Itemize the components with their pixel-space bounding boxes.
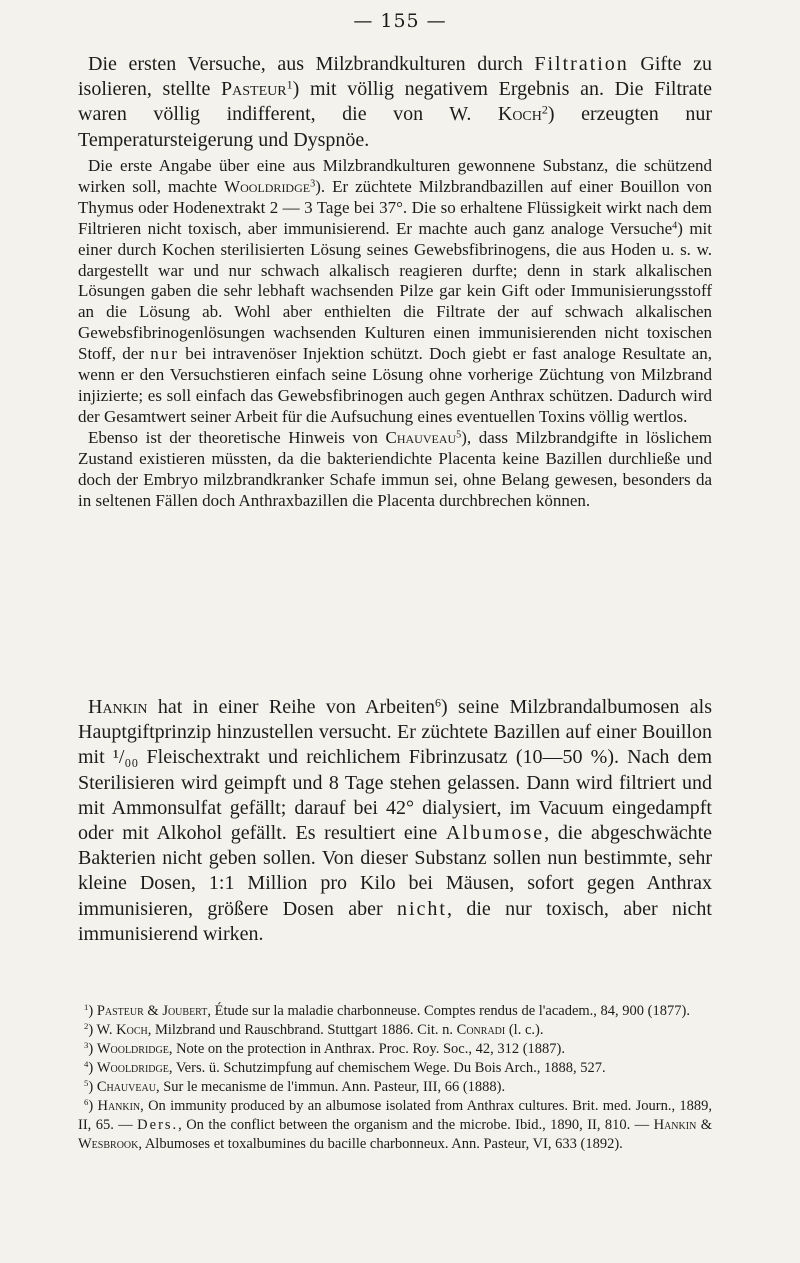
paragraph-hankin (78, 695, 712, 947)
footnote-number: 2 (84, 1021, 89, 1032)
author-name: Chauveau (96, 1079, 156, 1095)
author-name: Hankin (653, 1117, 697, 1133)
hankin-paragraph-block (78, 695, 712, 947)
author-name: Wooldridge (96, 1060, 169, 1076)
small-print-block (78, 156, 712, 511)
footnote-ref: 4 (672, 220, 678, 232)
author-name: Koch (497, 103, 542, 126)
text-run: hat in einer Reihe von Arbeiten (147, 696, 436, 718)
footnote-ref: 3 (310, 178, 316, 190)
footnote-1: $^1$) Pasteur & Joubert, Étude sur la maladie charbonneuse. Comptes rendus de l'academ., 84, 900 (1877). (84, 1002, 690, 1019)
text-run: , Note on the protection in Anthrax. Proc. Roy. Soc., 42, 312 (1887). (168, 1041, 565, 1057)
footnote-ref: 1 (286, 77, 293, 92)
author-name: Joubert (162, 1003, 208, 1019)
text-run: Die ersten Versuche, aus Milzbrandkulturen durch (88, 53, 535, 75)
text-run: , Sur le mecanisme de l'immun. Ann. Pasteur, III, 66 (1888). (155, 1079, 506, 1095)
text-run: , On immunity produced by an albumose isolated from Anthrax cultures. Brit. med. Journ., 1889, II, 65. — (78, 1098, 712, 1133)
spaced-term: nicht (396, 897, 447, 920)
text-run: Gifte zu isolieren, stellte (78, 53, 712, 101)
text-run: & (143, 1003, 163, 1019)
text-run: , On the conflict between the organism and the microbe. Ibid., 1890, II, 810. — (178, 1117, 654, 1133)
author-name: Hankin (88, 696, 148, 718)
footnote-3: $^3$) Wooldridge, Note on the protection in Anthrax. Proc. Roy. Soc., 42, 312 (1887). (84, 1040, 565, 1057)
text-run: , Étude sur la maladie charbonneuse. Comptes rendus de l'academ., 84, 900 (1877). (207, 1003, 690, 1019)
footnote-ref: 2 (541, 102, 548, 117)
text-run: ). Er züchtete Milzbrandbazillen auf einer Bouillon von Thymus oder Hodenextrakt 2 — 3 Tage bei 37°. Die so erhaltene Flüssigkeit wirkt nach dem Filtrieren nicht toxisch, aber immunisierend. Er machte auch ganz analoge Versuche (78, 176, 712, 238)
page-number: — 155 — (353, 10, 447, 32)
footnote-ref: 6 (435, 695, 442, 710)
text-run: Ebenso ist der theoretische Hinweis von (88, 427, 386, 447)
footnote-number: 1 (84, 1002, 89, 1013)
text-run: W. (96, 1022, 117, 1038)
footnote-number: 6 (84, 1097, 89, 1108)
text-run: ), dass Milzbrandgifte in löslichem Zustand existieren müssten, da die bakteriendichte Placenta keine Bazillen durchließe und doch der Embryo milzbrandkranker Schafe immun sei, ohne Belang gewesen, besonders da in seltenen Fällen doch Anthraxbazillen die Placenta durchbrechen können. (78, 427, 712, 510)
spaced-term: Albumose (445, 822, 545, 845)
text-run: ) mit völlig negativem Ergebnis an. Die Filtrate waren völlig indifferent, die von W. (78, 78, 712, 126)
text-run: ) erzeugten nur Temperatursteigerung und Dyspnöe. (78, 103, 712, 151)
author-name: Wesbrook (78, 1136, 139, 1152)
text-run: , die abgeschwächte Bakterien nicht geben sollen. Von dieser Substanz sollen nun bestimmte, sehr kleine Dosen, 1:1 Million pro Kilo bei Mäusen, sofort gegen Anthrax immunisieren, größere Dosen aber (78, 822, 713, 920)
spaced-term: Ders. (137, 1117, 179, 1133)
text-run: & (696, 1117, 713, 1133)
text-run: (l. c.). (505, 1022, 544, 1038)
text-run: , Albumoses et toxalbumines du bacille charbonneux. Ann. Pasteur, VI, 633 (1892). (138, 1136, 623, 1152)
text-run: , die nur toxisch, aber nicht immunisierend wirken. (78, 897, 712, 945)
intro-paragraph-block (78, 52, 712, 153)
text-run: ) seine Milzbrandalbumosen als Hauptgiftprinzip hinzustellen versucht. Er züchtete Bazillen auf einer Bouillon mit ¹/₀₀ Fleischextrakt und reichlichem Fibrinzusatz (10—50 %). Nach dem Sterilisieren wird geimpft und 8 Tage stehen gelassen. Dann wird filtriert und mit Ammonsulfat gefällt; darauf bei 42° dialysiert, im Vacuum eingedampft oder mit Alkohol gefällt. Es resultiert eine (78, 696, 712, 845)
footnote-number: 4 (84, 1059, 89, 1070)
footnote-ref: 5 (456, 429, 462, 441)
author-name: Conradi (456, 1022, 506, 1038)
paragraph-chauveau (78, 428, 712, 512)
author-name: Wooldridge (224, 176, 311, 196)
footnote-4: $^4$) Wooldridge, Vers. ü. Schutzimpfung auf chemischem Wege. Du Bois Arch., 1888, 527. (84, 1059, 606, 1076)
footnote-list (78, 1002, 712, 1154)
footnote-6: $^6$) Hankin, On immunity produced by an albumose isolated from Anthrax cultures. Brit. med. Journ., 1889, II, 65. — Ders., On the conflict between the organism and the microbe. Ibid., 1890, II, 810. — Hankin & Wesbrook, Albumoses et toxalbumines du bacille charbonneux. Ann. Pasteur, VI, 633 (1892). (78, 1097, 713, 1152)
text-run: bei intravenöser Injektion schützt. Doch giebt er fast analoge Resultate an, wenn er den Versuchstieren einfach seine Lösung ohne vorherige Züchtung von Milzbrand injizierte; es soll einfach das Gewebsfibrinogen auch gegen Anthrax schützen. Dadurch wird der Gesamtwert seiner Arbeit für die Aufsuchung eines eventuellen Toxins völlig wertlos. (78, 344, 712, 426)
footnote-5: $^5$) Chauveau, Sur le mecanisme de l'immun. Ann. Pasteur, III, 66 (1888). (84, 1078, 506, 1095)
author-name: Wooldridge (96, 1041, 169, 1057)
text-run: ) mit einer durch Kochen sterilisierten Lösung seines Gewebsfibrinogens, die aus Hoden u. s. w. dargestellt war und nur schwach alkalisch reagieren durfte; denn in stark alkalischen Lösungen gaben die sehr lebhaft wachsenden Pilze gar kein Gift oder Immunisierungsstoff an die Lösung ab. Wohl aber enthielten die Filtrate der auf schwach alkalischen Gewebsfibrinogenlösungen wachsenden Kulturen einen immunisierenden nicht toxischen Stoff, der (78, 218, 712, 364)
text-run: , Vers. ü. Schutzimpfung auf chemischem Wege. Du Bois Arch., 1888, 527. (168, 1060, 606, 1076)
text-run: Die erste Angabe über eine aus Milzbrandkulturen gewonnene Substanz, die schützend wirken soll, machte (78, 156, 712, 196)
author-name: Pasteur (96, 1003, 144, 1019)
paragraph-filtration (78, 52, 712, 153)
author-name: Koch (116, 1022, 148, 1038)
author-name: Hankin (97, 1098, 141, 1114)
spaced-term: nur (150, 344, 179, 364)
footnote-number: 3 (84, 1040, 89, 1051)
paragraph-wooldridge (78, 156, 712, 428)
footnote-2: $^2$) W. Koch, Milzbrand und Rauschbrand. Stuttgart 1886. Cit. n. Conradi (l. c.). (84, 1021, 544, 1038)
spaced-term: Filtration (534, 53, 629, 75)
author-name: Pasteur (221, 78, 287, 101)
footnotes (78, 1002, 712, 1154)
author-name: Chauveau (385, 427, 457, 447)
footnote-number: 5 (84, 1078, 89, 1089)
text-run: , Milzbrand und Rauschbrand. Stuttgart 1886. Cit. n. (147, 1022, 457, 1038)
